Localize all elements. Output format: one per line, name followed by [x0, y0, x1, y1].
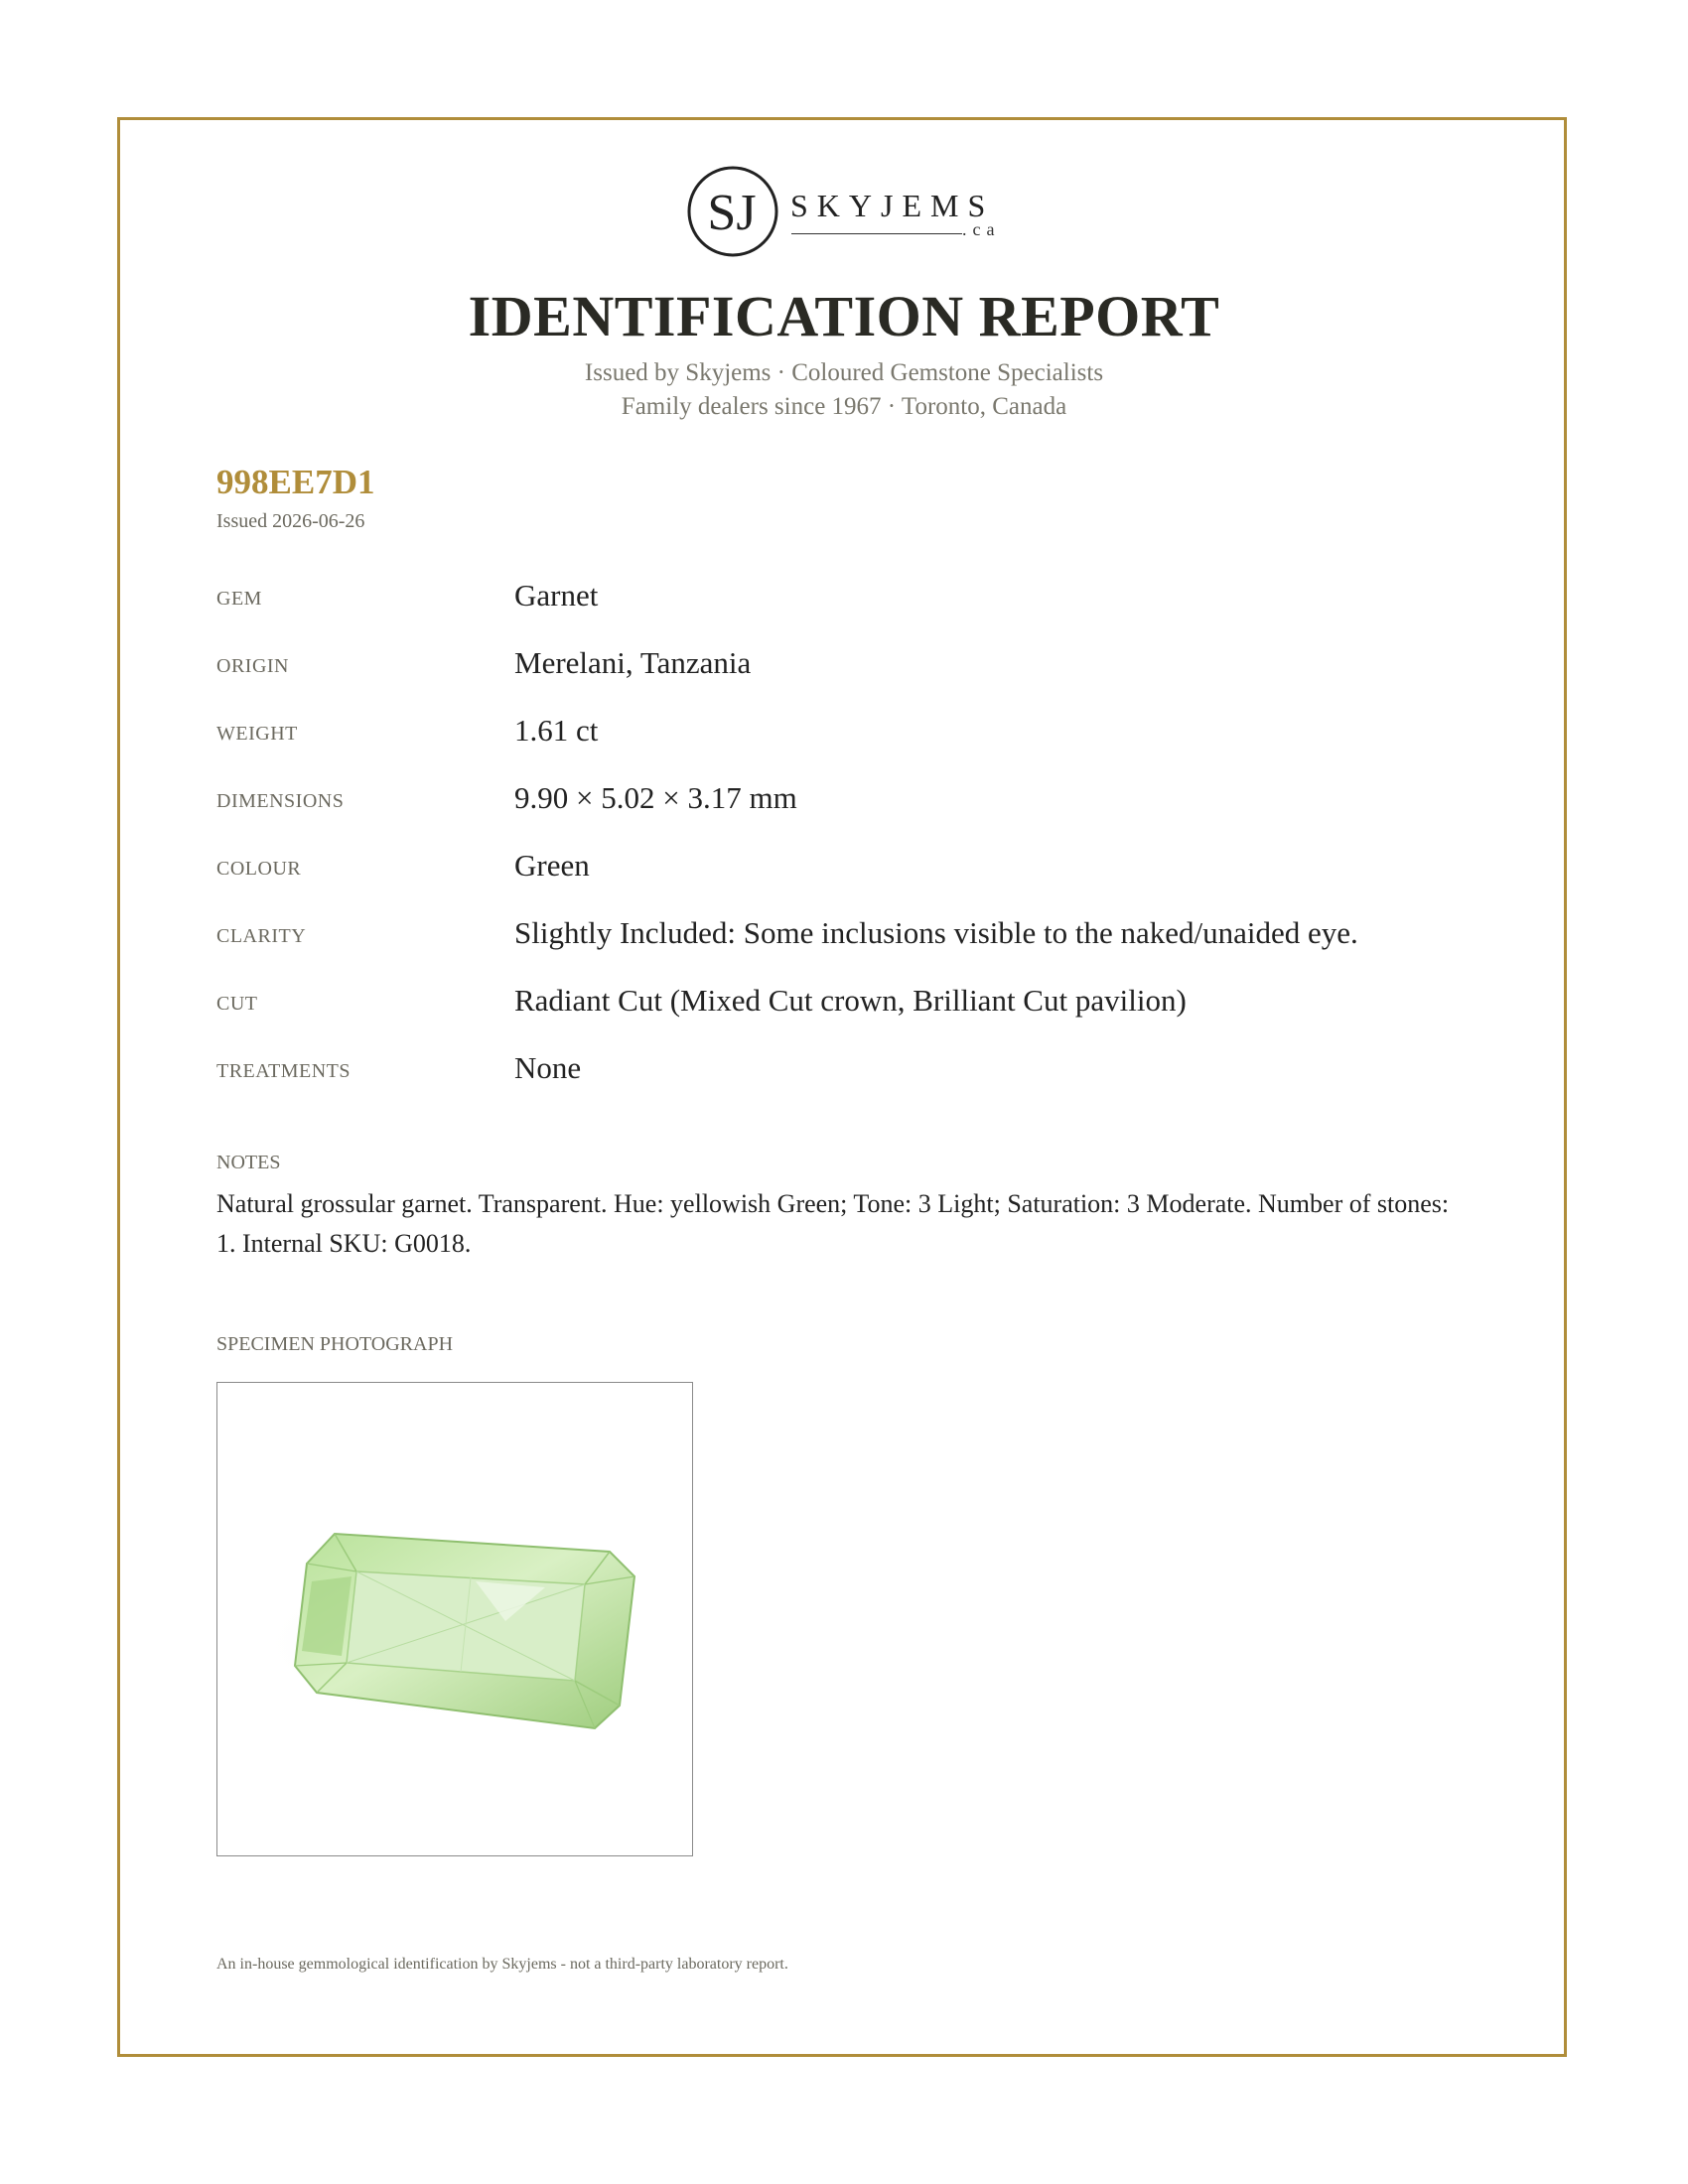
issuer-line: Issued by Skyjems · Coloured Gemstone Specialists	[584, 359, 1104, 386]
field-value: 1.61 ct	[514, 713, 599, 748]
field-label: DIMENSIONS	[216, 790, 345, 812]
field-value: Green	[514, 848, 590, 883]
field-label: CLARITY	[216, 925, 307, 947]
issue-date: Issued 2026-06-26	[216, 510, 365, 532]
field-value: None	[514, 1050, 582, 1085]
field-value: Slightly Included: Some inclusions visible to the naked/unaided eye.	[514, 915, 1358, 950]
brand-domain: .ca	[962, 219, 1001, 239]
field-label: ORIGIN	[216, 655, 289, 677]
field-row-origin	[216, 645, 1458, 695]
sj-monogram-icon	[685, 164, 780, 259]
dealer-line: Family dealers since 1967 · Toronto, Canada	[621, 393, 1067, 420]
monogram-text: SJ	[707, 185, 757, 241]
brand-underline	[791, 233, 962, 234]
field-label: GEM	[216, 588, 262, 610]
field-label: WEIGHT	[216, 723, 298, 745]
field-value: Merelani, Tanzania	[514, 645, 752, 680]
field-label: COLOUR	[216, 858, 302, 880]
field-value: 9.90 × 5.02 × 3.17 mm	[514, 780, 797, 815]
field-row-weight	[216, 713, 1458, 762]
notes-text: Natural grossular garnet. Transparent. Hue: yellowish Green; Tone: 3 Light; Saturation: 3 Moderate. Number of stones: 1. Internal SKU: G0018.	[216, 1189, 1450, 1258]
photo-label: SPECIMEN PHOTOGRAPH	[216, 1333, 454, 1355]
brand-name: SKYJEMS	[790, 188, 995, 223]
field-label: TREATMENTS	[216, 1060, 351, 1082]
field-row-clarity	[216, 915, 1458, 965]
page-title: IDENTIFICATION REPORT	[468, 284, 1220, 348]
field-row-colour	[216, 848, 1458, 897]
skyjems-logo	[685, 164, 1013, 263]
field-row-dimensions	[216, 780, 1458, 830]
notes-label: NOTES	[216, 1152, 281, 1173]
field-row-treatments	[216, 1050, 1458, 1100]
green-radiant-cut-gemstone-icon	[217, 1383, 691, 1854]
field-row-cut	[216, 983, 1458, 1032]
field-value: Garnet	[514, 578, 599, 613]
report-id: 998EE7D1	[216, 463, 375, 501]
field-value: Radiant Cut (Mixed Cut crown, Brilliant Cut pavilion)	[514, 983, 1187, 1018]
disclaimer-footer: An in-house gemmological identification by Skyjems - not a third-party laboratory report.	[216, 1956, 788, 1973]
field-row-gem	[216, 578, 1458, 627]
field-label: CUT	[216, 993, 258, 1015]
specimen-photo	[216, 1382, 693, 1856]
